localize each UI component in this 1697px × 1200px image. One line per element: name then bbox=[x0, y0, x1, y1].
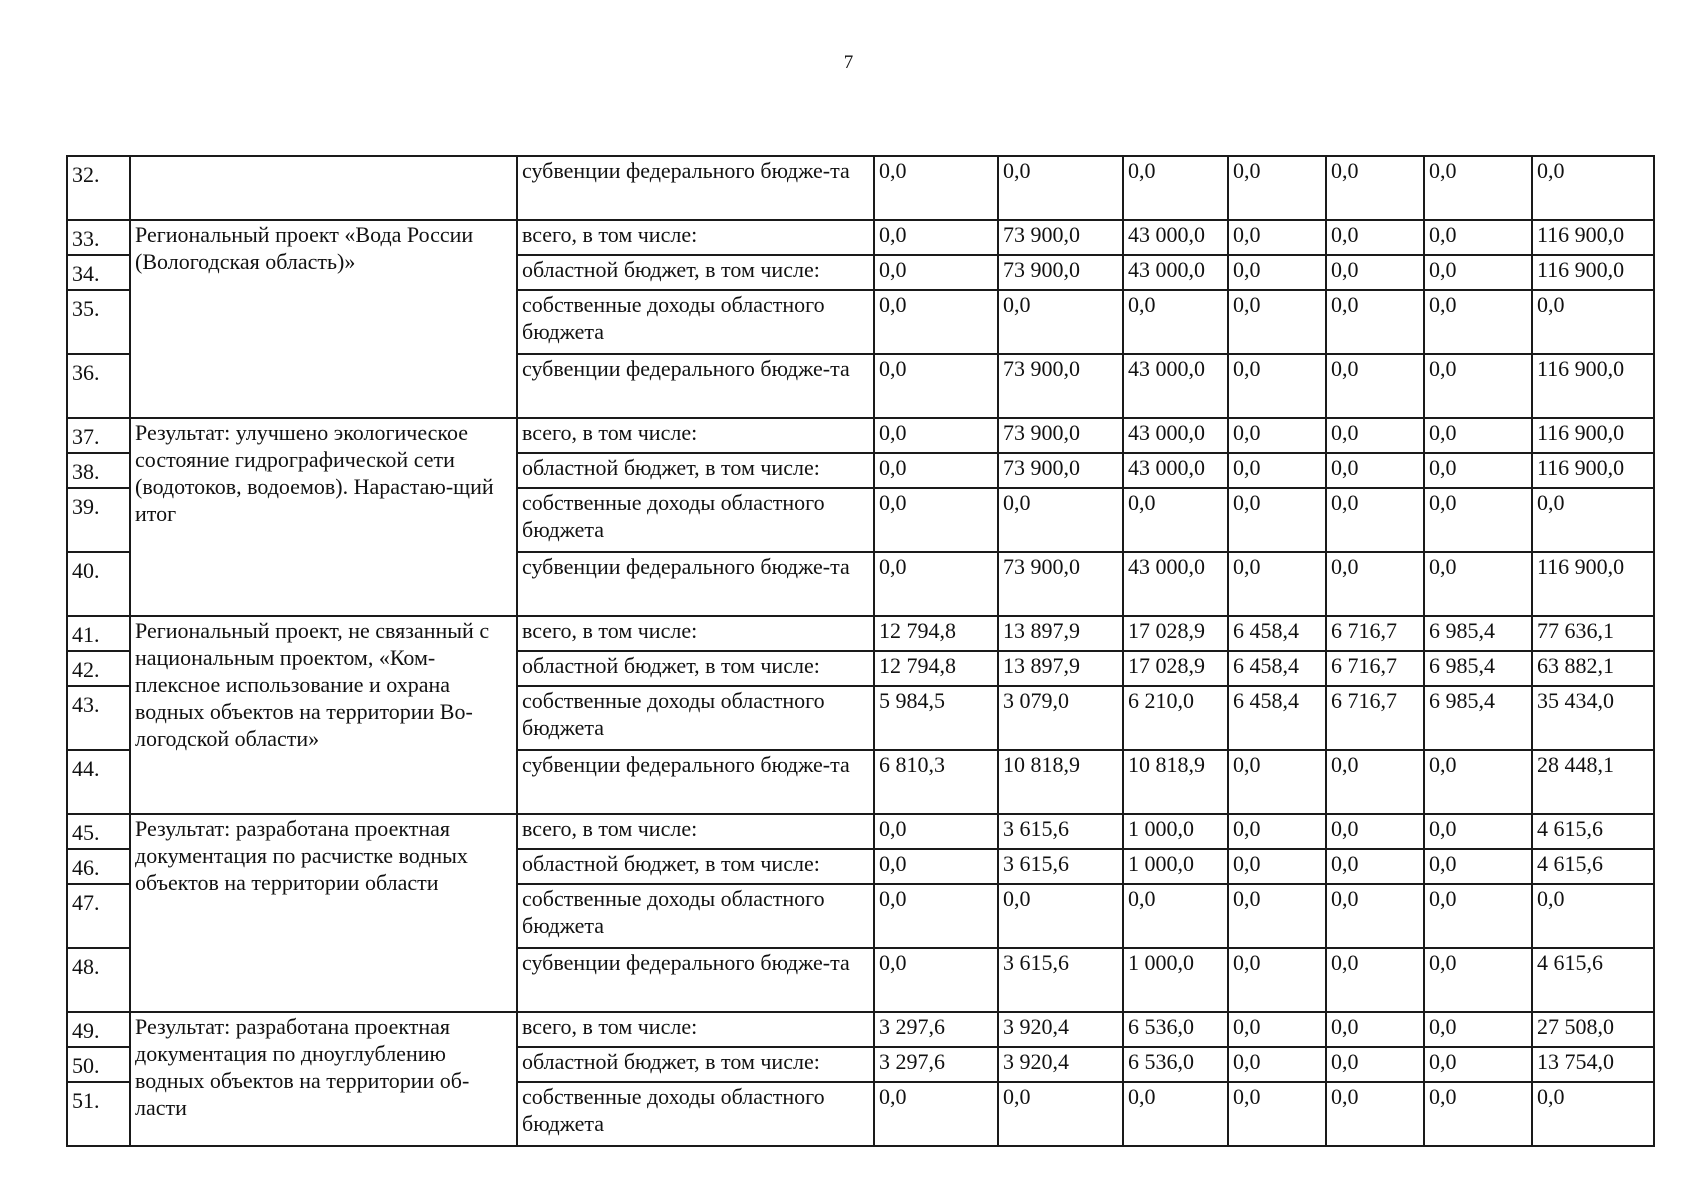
value-cell: 6 536,0 bbox=[1123, 1012, 1228, 1047]
row-number: 46. bbox=[67, 849, 130, 884]
value-cell: 0,0 bbox=[1228, 814, 1326, 849]
value-cell: 27 508,0 bbox=[1532, 1012, 1654, 1047]
value-cell: 6 810,3 bbox=[874, 750, 998, 814]
value-cell: 73 900,0 bbox=[998, 220, 1123, 255]
funding-source-cell: субвенции федерального бюдже-та bbox=[517, 750, 874, 814]
value-cell: 73 900,0 bbox=[998, 552, 1123, 616]
value-cell: 6 536,0 bbox=[1123, 1047, 1228, 1082]
value-cell: 0,0 bbox=[998, 488, 1123, 552]
funding-source-cell: областной бюджет, в том числе: bbox=[517, 1047, 874, 1082]
row-number: 35. bbox=[67, 290, 130, 354]
funding-source-cell: собственные доходы областного бюджета bbox=[517, 488, 874, 552]
value-cell: 0,0 bbox=[874, 290, 998, 354]
value-cell: 6 458,4 bbox=[1228, 616, 1326, 651]
funding-source-cell: всего, в том числе: bbox=[517, 814, 874, 849]
value-cell: 6 985,4 bbox=[1424, 686, 1532, 750]
value-cell: 0,0 bbox=[874, 488, 998, 552]
value-cell: 0,0 bbox=[874, 354, 998, 418]
value-cell: 0,0 bbox=[1424, 220, 1532, 255]
value-cell: 0,0 bbox=[1326, 948, 1424, 1012]
value-cell: 73 900,0 bbox=[998, 354, 1123, 418]
value-cell: 0,0 bbox=[1123, 290, 1228, 354]
project-name-cell: Региональный проект «Вода России (Вологодская область)» bbox=[130, 220, 517, 418]
value-cell: 0,0 bbox=[1424, 849, 1532, 884]
value-cell: 116 900,0 bbox=[1532, 354, 1654, 418]
project-name-cell: Результат: разработана проектная документация по дноуглублению водных объектов на территории об-ласти bbox=[130, 1012, 517, 1146]
value-cell: 0,0 bbox=[874, 220, 998, 255]
value-cell: 0,0 bbox=[1228, 255, 1326, 290]
table-row bbox=[67, 814, 1654, 849]
value-cell: 0,0 bbox=[1326, 453, 1424, 488]
value-cell: 6 458,4 bbox=[1228, 686, 1326, 750]
value-cell: 3 920,4 bbox=[998, 1012, 1123, 1047]
value-cell: 0,0 bbox=[1326, 884, 1424, 948]
value-cell: 0,0 bbox=[1326, 290, 1424, 354]
value-cell: 73 900,0 bbox=[998, 453, 1123, 488]
value-cell: 0,0 bbox=[1228, 750, 1326, 814]
value-cell: 4 615,6 bbox=[1532, 948, 1654, 1012]
value-cell: 10 818,9 bbox=[998, 750, 1123, 814]
value-cell: 0,0 bbox=[998, 884, 1123, 948]
value-cell: 0,0 bbox=[874, 418, 998, 453]
row-number: 50. bbox=[67, 1047, 130, 1082]
value-cell: 3 615,6 bbox=[998, 814, 1123, 849]
value-cell: 0,0 bbox=[874, 948, 998, 1012]
row-number: 45. bbox=[67, 814, 130, 849]
table-row bbox=[67, 1012, 1654, 1047]
value-cell: 0,0 bbox=[1228, 552, 1326, 616]
project-name-cell: Результат: разработана проектная документация по расчистке водных объектов на территории области bbox=[130, 814, 517, 1012]
value-cell: 43 000,0 bbox=[1123, 552, 1228, 616]
value-cell: 0,0 bbox=[874, 849, 998, 884]
row-number: 38. bbox=[67, 453, 130, 488]
value-cell: 1 000,0 bbox=[1123, 948, 1228, 1012]
value-cell: 0,0 bbox=[1326, 354, 1424, 418]
value-cell: 0,0 bbox=[1123, 488, 1228, 552]
row-number: 41. bbox=[67, 616, 130, 651]
value-cell: 0,0 bbox=[874, 255, 998, 290]
value-cell: 17 028,9 bbox=[1123, 651, 1228, 686]
value-cell: 0,0 bbox=[1326, 255, 1424, 290]
page-number: 7 bbox=[843, 52, 854, 73]
value-cell: 0,0 bbox=[874, 552, 998, 616]
value-cell: 0,0 bbox=[1228, 354, 1326, 418]
value-cell: 0,0 bbox=[1326, 156, 1424, 220]
value-cell: 0,0 bbox=[1326, 750, 1424, 814]
row-number: 33. bbox=[67, 220, 130, 255]
value-cell: 43 000,0 bbox=[1123, 220, 1228, 255]
value-cell: 6 716,7 bbox=[1326, 616, 1424, 651]
value-cell: 116 900,0 bbox=[1532, 418, 1654, 453]
funding-source-cell: областной бюджет, в том числе: bbox=[517, 849, 874, 884]
row-number: 43. bbox=[67, 686, 130, 750]
value-cell: 0,0 bbox=[1424, 948, 1532, 1012]
row-number: 32. bbox=[67, 156, 130, 220]
value-cell: 0,0 bbox=[1326, 220, 1424, 255]
row-number: 36. bbox=[67, 354, 130, 418]
value-cell: 1 000,0 bbox=[1123, 849, 1228, 884]
value-cell: 43 000,0 bbox=[1123, 453, 1228, 488]
value-cell: 35 434,0 bbox=[1532, 686, 1654, 750]
value-cell: 4 615,6 bbox=[1532, 849, 1654, 884]
value-cell: 0,0 bbox=[874, 814, 998, 849]
value-cell: 0,0 bbox=[1424, 552, 1532, 616]
row-number: 48. bbox=[67, 948, 130, 1012]
value-cell: 6 716,7 bbox=[1326, 651, 1424, 686]
funding-source-cell: собственные доходы областного бюджета bbox=[517, 686, 874, 750]
project-name-cell: Региональный проект, не связанный с национальным проектом, «Ком-плексное использование и охрана водных объектов на территории Во-логодской области» bbox=[130, 616, 517, 814]
table-row bbox=[67, 616, 1654, 651]
value-cell: 0,0 bbox=[874, 884, 998, 948]
funding-source-cell: собственные доходы областного бюджета bbox=[517, 884, 874, 948]
value-cell: 3 615,6 bbox=[998, 948, 1123, 1012]
value-cell: 73 900,0 bbox=[998, 255, 1123, 290]
value-cell: 0,0 bbox=[1228, 1082, 1326, 1146]
funding-source-cell: всего, в том числе: bbox=[517, 220, 874, 255]
value-cell: 0,0 bbox=[1123, 156, 1228, 220]
value-cell: 0,0 bbox=[1228, 290, 1326, 354]
row-number: 51. bbox=[67, 1082, 130, 1146]
value-cell: 0,0 bbox=[1228, 220, 1326, 255]
value-cell: 0,0 bbox=[998, 290, 1123, 354]
value-cell: 0,0 bbox=[1326, 488, 1424, 552]
table-row bbox=[67, 156, 1654, 220]
value-cell: 0,0 bbox=[1228, 1012, 1326, 1047]
value-cell: 0,0 bbox=[1424, 156, 1532, 220]
value-cell: 1 000,0 bbox=[1123, 814, 1228, 849]
value-cell: 0,0 bbox=[874, 1082, 998, 1146]
value-cell: 0,0 bbox=[1228, 849, 1326, 884]
row-number: 49. bbox=[67, 1012, 130, 1047]
funding-source-cell: собственные доходы областного бюджета bbox=[517, 1082, 874, 1146]
value-cell: 0,0 bbox=[1424, 1047, 1532, 1082]
value-cell: 12 794,8 bbox=[874, 616, 998, 651]
value-cell: 0,0 bbox=[1532, 488, 1654, 552]
value-cell: 17 028,9 bbox=[1123, 616, 1228, 651]
value-cell: 43 000,0 bbox=[1123, 354, 1228, 418]
value-cell: 0,0 bbox=[1424, 750, 1532, 814]
project-name-cell bbox=[130, 156, 517, 220]
row-number: 42. bbox=[67, 651, 130, 686]
project-name-cell: Результат: улучшено экологическое состояние гидрографической сети (водотоков, водоемов). Нарастаю-щий итог bbox=[130, 418, 517, 616]
value-cell: 116 900,0 bbox=[1532, 453, 1654, 488]
value-cell: 0,0 bbox=[1532, 290, 1654, 354]
value-cell: 3 079,0 bbox=[998, 686, 1123, 750]
value-cell: 3 297,6 bbox=[874, 1012, 998, 1047]
funding-source-cell: субвенции федерального бюдже-та bbox=[517, 354, 874, 418]
value-cell: 43 000,0 bbox=[1123, 255, 1228, 290]
value-cell: 0,0 bbox=[1228, 418, 1326, 453]
value-cell: 116 900,0 bbox=[1532, 255, 1654, 290]
value-cell: 0,0 bbox=[1424, 453, 1532, 488]
value-cell: 0,0 bbox=[1532, 1082, 1654, 1146]
value-cell: 0,0 bbox=[1228, 488, 1326, 552]
value-cell: 0,0 bbox=[998, 156, 1123, 220]
value-cell: 77 636,1 bbox=[1532, 616, 1654, 651]
value-cell: 3 615,6 bbox=[998, 849, 1123, 884]
value-cell: 3 297,6 bbox=[874, 1047, 998, 1082]
value-cell: 0,0 bbox=[1228, 1047, 1326, 1082]
value-cell: 0,0 bbox=[1228, 948, 1326, 1012]
value-cell: 0,0 bbox=[1424, 814, 1532, 849]
value-cell: 0,0 bbox=[1424, 1012, 1532, 1047]
value-cell: 6 458,4 bbox=[1228, 651, 1326, 686]
value-cell: 0,0 bbox=[1326, 418, 1424, 453]
table-row bbox=[67, 418, 1654, 453]
value-cell: 13 897,9 bbox=[998, 651, 1123, 686]
value-cell: 6 210,0 bbox=[1123, 686, 1228, 750]
value-cell: 13 897,9 bbox=[998, 616, 1123, 651]
value-cell: 6 716,7 bbox=[1326, 686, 1424, 750]
value-cell: 0,0 bbox=[1228, 884, 1326, 948]
value-cell: 0,0 bbox=[874, 156, 998, 220]
row-number: 47. bbox=[67, 884, 130, 948]
value-cell: 0,0 bbox=[1228, 453, 1326, 488]
row-number: 44. bbox=[67, 750, 130, 814]
value-cell: 0,0 bbox=[1424, 884, 1532, 948]
value-cell: 6 985,4 bbox=[1424, 616, 1532, 651]
value-cell: 0,0 bbox=[1326, 814, 1424, 849]
value-cell: 0,0 bbox=[1326, 1012, 1424, 1047]
value-cell: 0,0 bbox=[1228, 156, 1326, 220]
value-cell: 0,0 bbox=[1424, 1082, 1532, 1146]
value-cell: 0,0 bbox=[1424, 255, 1532, 290]
funding-source-cell: областной бюджет, в том числе: bbox=[517, 651, 874, 686]
row-number: 39. bbox=[67, 488, 130, 552]
value-cell: 0,0 bbox=[1123, 884, 1228, 948]
funding-source-cell: областной бюджет, в том числе: bbox=[517, 255, 874, 290]
funding-source-cell: субвенции федерального бюдже-та bbox=[517, 552, 874, 616]
value-cell: 0,0 bbox=[1532, 884, 1654, 948]
funding-source-cell: всего, в том числе: bbox=[517, 616, 874, 651]
value-cell: 0,0 bbox=[1326, 1082, 1424, 1146]
value-cell: 0,0 bbox=[1326, 1047, 1424, 1082]
funding-source-cell: областной бюджет, в том числе: bbox=[517, 453, 874, 488]
value-cell: 0,0 bbox=[1326, 552, 1424, 616]
value-cell: 5 984,5 bbox=[874, 686, 998, 750]
budget-table bbox=[66, 155, 1655, 1147]
funding-source-cell: всего, в том числе: bbox=[517, 418, 874, 453]
value-cell: 116 900,0 bbox=[1532, 220, 1654, 255]
row-number: 40. bbox=[67, 552, 130, 616]
funding-source-cell: субвенции федерального бюдже-та bbox=[517, 156, 874, 220]
value-cell: 0,0 bbox=[998, 1082, 1123, 1146]
value-cell: 28 448,1 bbox=[1532, 750, 1654, 814]
value-cell: 6 985,4 bbox=[1424, 651, 1532, 686]
value-cell: 0,0 bbox=[1424, 488, 1532, 552]
value-cell: 4 615,6 bbox=[1532, 814, 1654, 849]
value-cell: 73 900,0 bbox=[998, 418, 1123, 453]
table-row bbox=[67, 220, 1654, 255]
value-cell: 0,0 bbox=[1326, 849, 1424, 884]
row-number: 37. bbox=[67, 418, 130, 453]
value-cell: 0,0 bbox=[1424, 354, 1532, 418]
value-cell: 12 794,8 bbox=[874, 651, 998, 686]
funding-source-cell: субвенции федерального бюдже-та bbox=[517, 948, 874, 1012]
value-cell: 0,0 bbox=[874, 453, 998, 488]
value-cell: 63 882,1 bbox=[1532, 651, 1654, 686]
value-cell: 0,0 bbox=[1123, 1082, 1228, 1146]
value-cell: 13 754,0 bbox=[1532, 1047, 1654, 1082]
value-cell: 0,0 bbox=[1424, 418, 1532, 453]
value-cell: 116 900,0 bbox=[1532, 552, 1654, 616]
funding-source-cell: собственные доходы областного бюджета bbox=[517, 290, 874, 354]
value-cell: 0,0 bbox=[1532, 156, 1654, 220]
value-cell: 43 000,0 bbox=[1123, 418, 1228, 453]
row-number: 34. bbox=[67, 255, 130, 290]
value-cell: 0,0 bbox=[1424, 290, 1532, 354]
funding-source-cell: всего, в том числе: bbox=[517, 1012, 874, 1047]
value-cell: 3 920,4 bbox=[998, 1047, 1123, 1082]
value-cell: 10 818,9 bbox=[1123, 750, 1228, 814]
